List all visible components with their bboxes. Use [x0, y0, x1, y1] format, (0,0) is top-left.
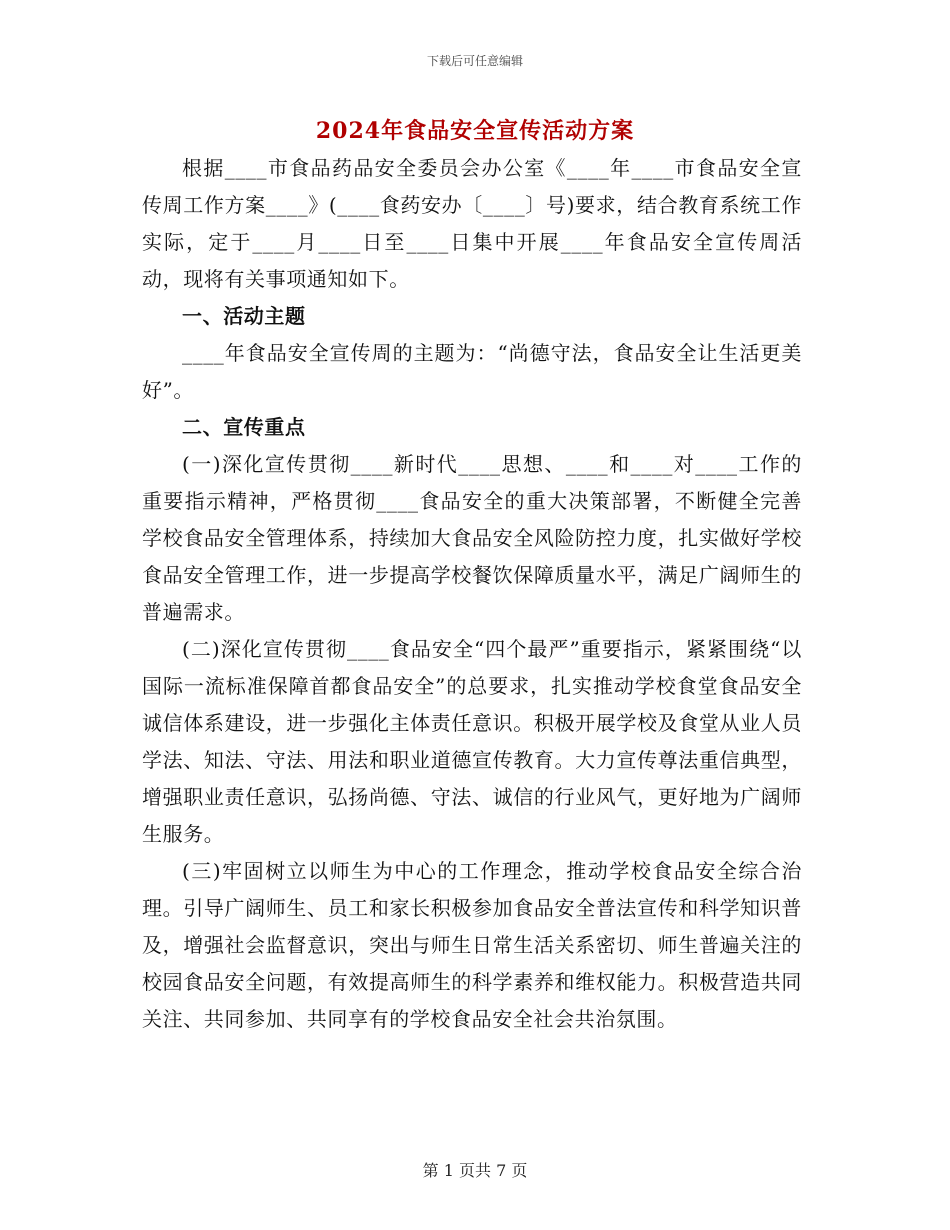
- theme-paragraph: ____年食品安全宣传周的主题为：“尚德守法，食品安全让生活更美好”。: [142, 341, 802, 402]
- intro-paragraph: 根据____市食品药品安全委员会办公室《____年____市食品安全宣传周工作方案____》(____食药安办〔____〕号)要求，结合教育系统工作实际，定于____月____日至____日集中开展____年食品安全宣传周活动，现将有关事项通知如下。: [142, 156, 802, 291]
- focus-paragraph-3: (三)牢固树立以师生为中心的工作理念，推动学校食品安全综合治理。引导广阔师生、员工和家长积极参加食品安全普法宣传和科学知识普及，增强社会监督意识，突出与师生日常生活关系密切、师生普遍关注的校园食品安全问题，有效提高师生的科学素养和维权能力。积极营造共同关注、共同参加、共同享有的学校食品安全社会共治氛围。: [142, 859, 802, 1031]
- document-body: [142, 150, 802, 1038]
- section-heading-theme: 一、活动主题: [182, 304, 306, 328]
- page-footer: 第 1 页共 7 页: [422, 1161, 528, 1180]
- header-note: 下载后可任意编辑: [426, 54, 523, 68]
- section-heading-focus: 二、宣传重点: [182, 415, 306, 439]
- document-title: 2024年食品安全宣传活动方案: [315, 118, 635, 144]
- focus-paragraph-1: (一)深化宣传贯彻____新时代____思想、____和____对____工作的重要指示精神，严格贯彻____食品安全的重大决策部署，不断健全完善学校食品安全管理体系，持续加大食品安全风险防控力度，扎实做好学校食品安全管理工作，进一步提高学校餐饮保障质量水平，满足广阔师生的普遍需求。: [142, 452, 802, 624]
- focus-paragraph-2: (二)深化宣传贯彻____食品安全“四个最严”重要指示，紧紧围绕“以国际一流标准保障首都食品安全”的总要求，扎实推动学校食堂食品安全诚信体系建设，进一步强化主体责任意识。积极开展学校及食堂从业人员学法、知法、守法、用法和职业道德宣传教育。大力宣传尊法重信典型，增强职业责任意识，弘扬尚德、守法、诚信的行业风气，更好地为广阔师生服务。: [142, 637, 802, 846]
